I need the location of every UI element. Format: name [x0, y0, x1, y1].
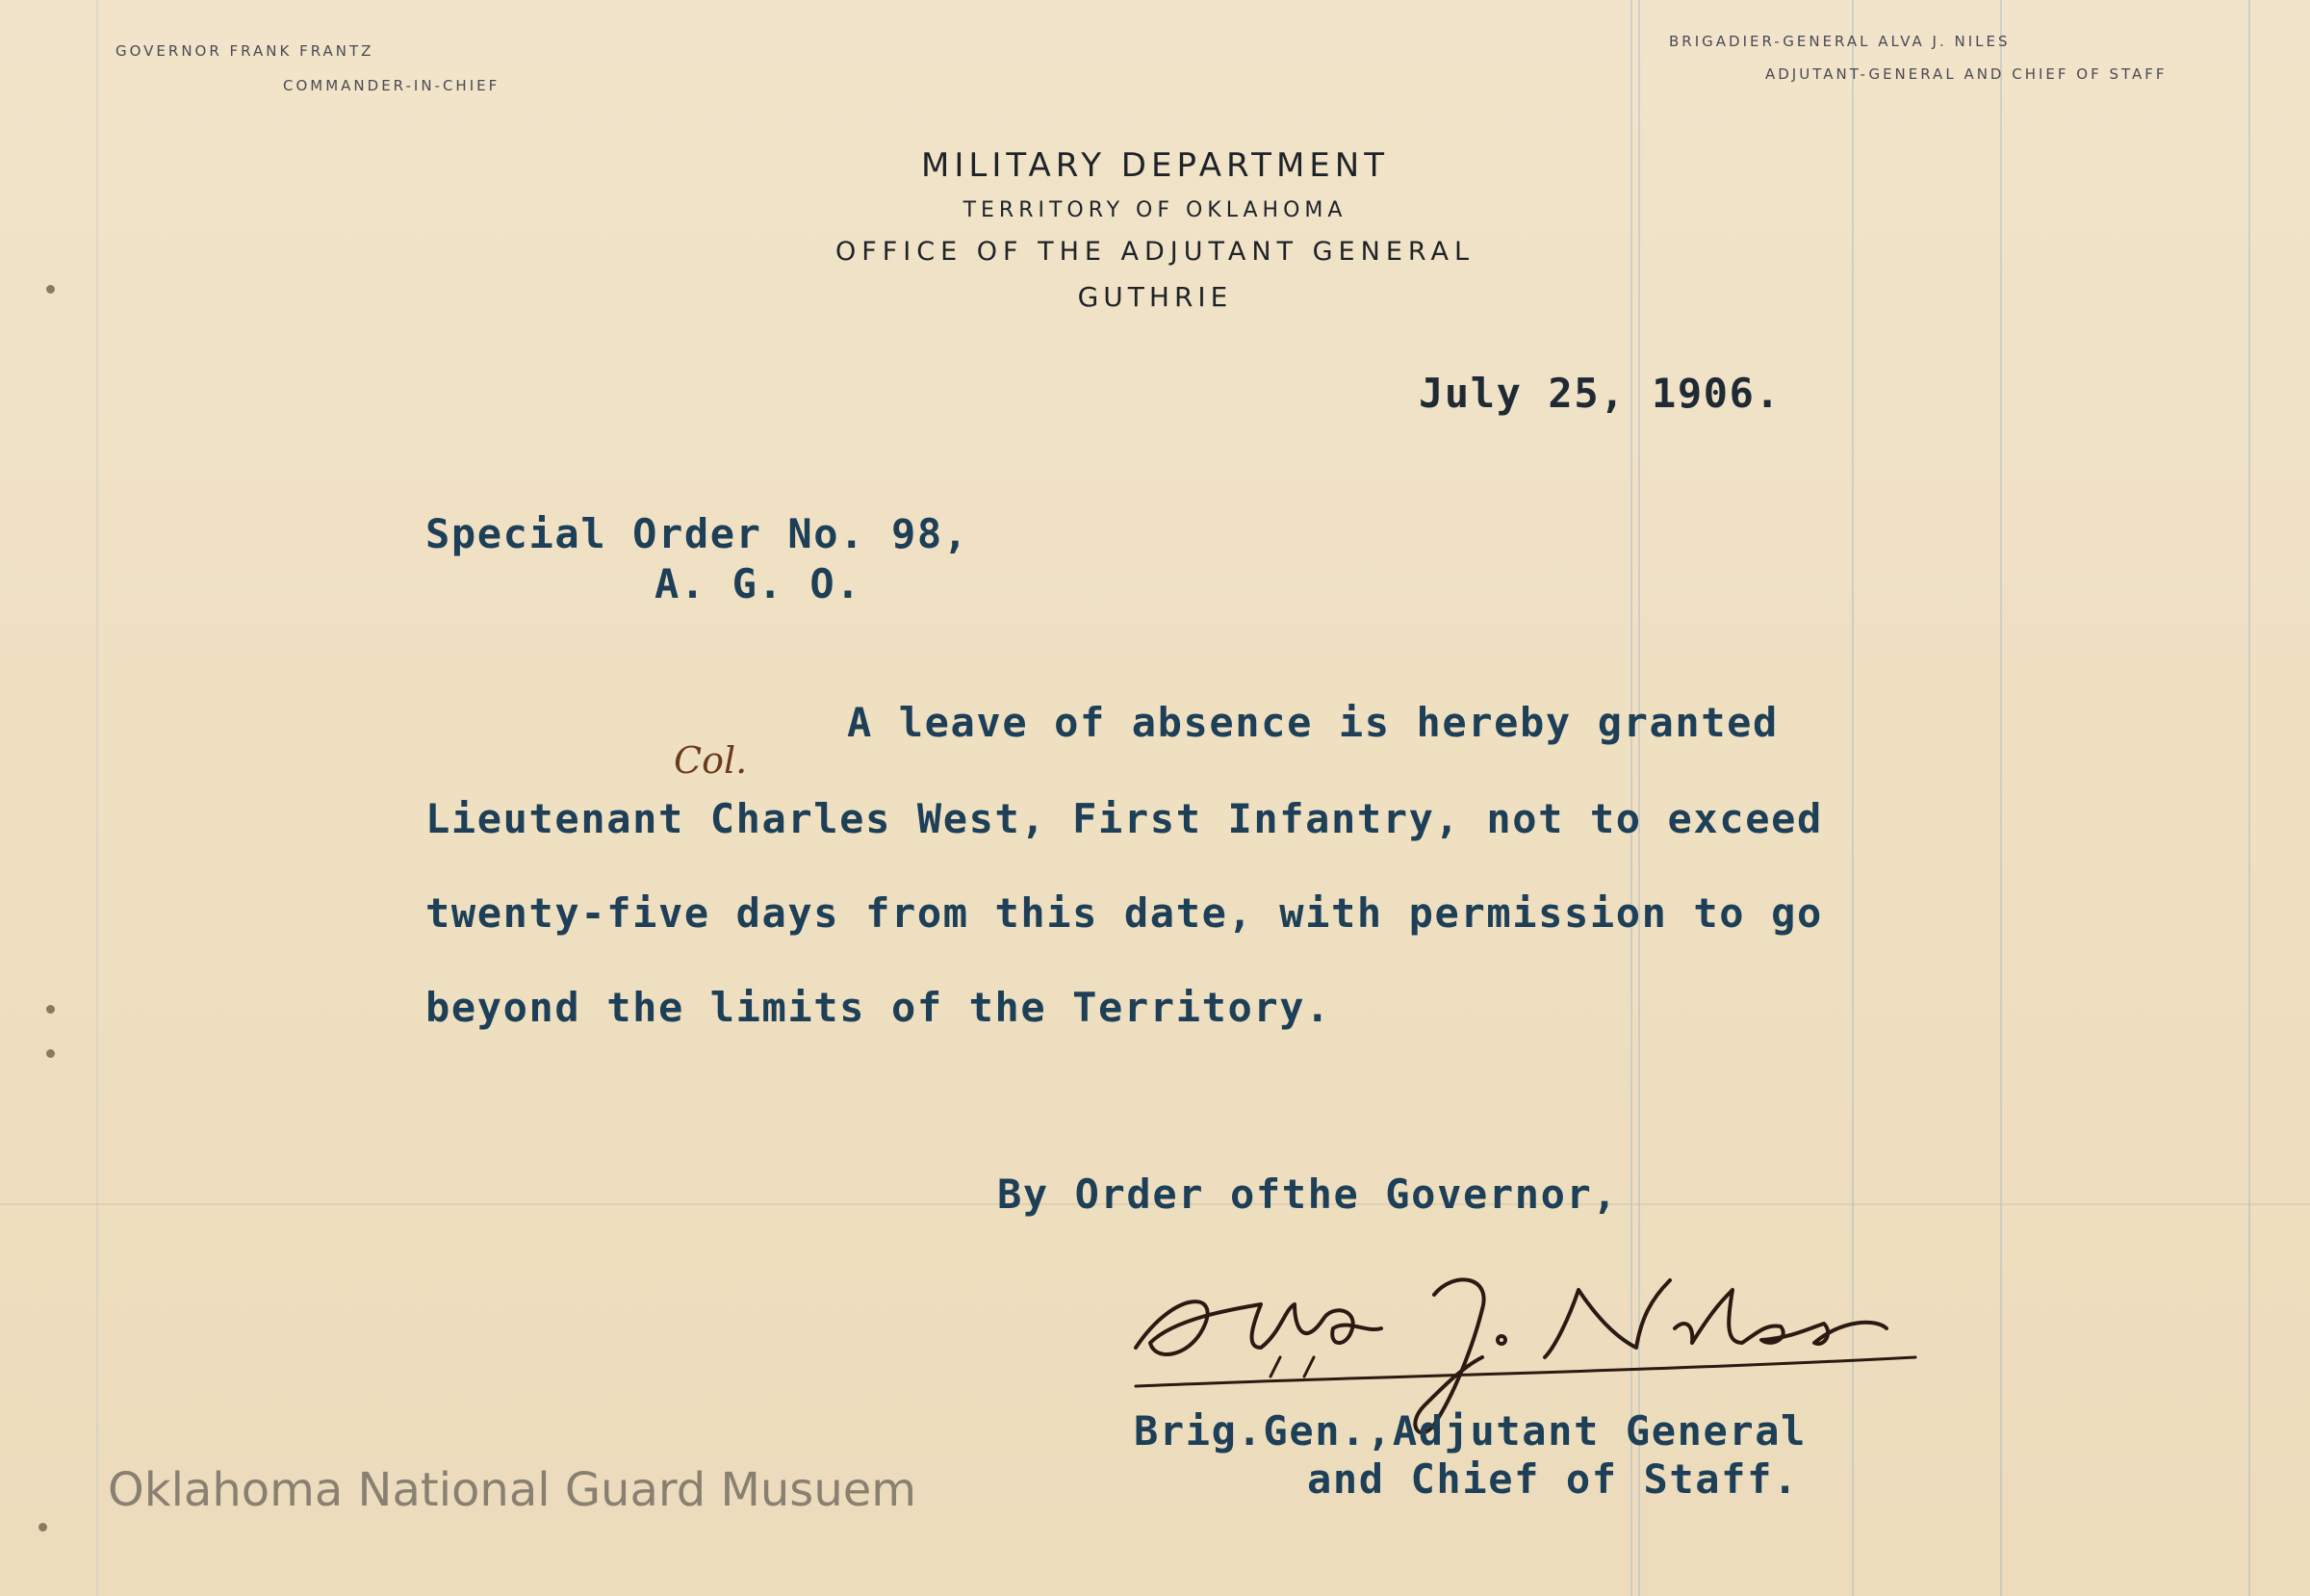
museum-watermark: Oklahoma National Guard Musuem	[108, 1463, 917, 1517]
order-office: A. G. O.	[654, 560, 862, 607]
department-heading: MILITARY DEPARTMENT	[921, 146, 1389, 185]
territory-heading: TERRITORY OF OKLAHOMA	[962, 198, 1348, 222]
signature-title-1: Brig.Gen.,Adjutant General	[1134, 1407, 1808, 1454]
order-number: Special Order No. 98,	[425, 510, 969, 557]
body-line-2: Lieutenant Charles West, First Infantry, not to exceed	[425, 795, 1823, 842]
letterhead-right-name: BRIGADIER-GENERAL ALVA J. NILES	[1669, 33, 2011, 50]
body-line-4: beyond the limits of the Territory.	[425, 984, 1332, 1031]
handwritten-insert: Col.	[674, 739, 748, 782]
signature-title-2: and Chief of Staff.	[1307, 1455, 1799, 1503]
letterhead-left-title: COMMANDER-IN-CHIEF	[283, 77, 500, 94]
punch-hole	[38, 1523, 47, 1532]
punch-hole	[46, 1049, 55, 1058]
letterhead-left-name: GOVERNOR FRANK FRANTZ	[116, 42, 374, 60]
office-heading: OFFICE OF THE ADJUTANT GENERAL	[834, 237, 1476, 267]
city-heading: GUTHRIE	[1077, 281, 1233, 313]
punch-hole	[46, 1005, 55, 1014]
closing-line: By Order ofthe Governor,	[997, 1171, 1619, 1218]
letterhead-right-title: ADJUTANT-GENERAL AND CHIEF OF STAFF	[1765, 65, 2168, 83]
body-line-3: twenty-five days from this date, with permission to go	[425, 889, 1823, 937]
letter-date: July 25, 1906.	[1419, 370, 1782, 417]
body-line-1: A leave of absence is hereby granted	[847, 699, 1779, 746]
